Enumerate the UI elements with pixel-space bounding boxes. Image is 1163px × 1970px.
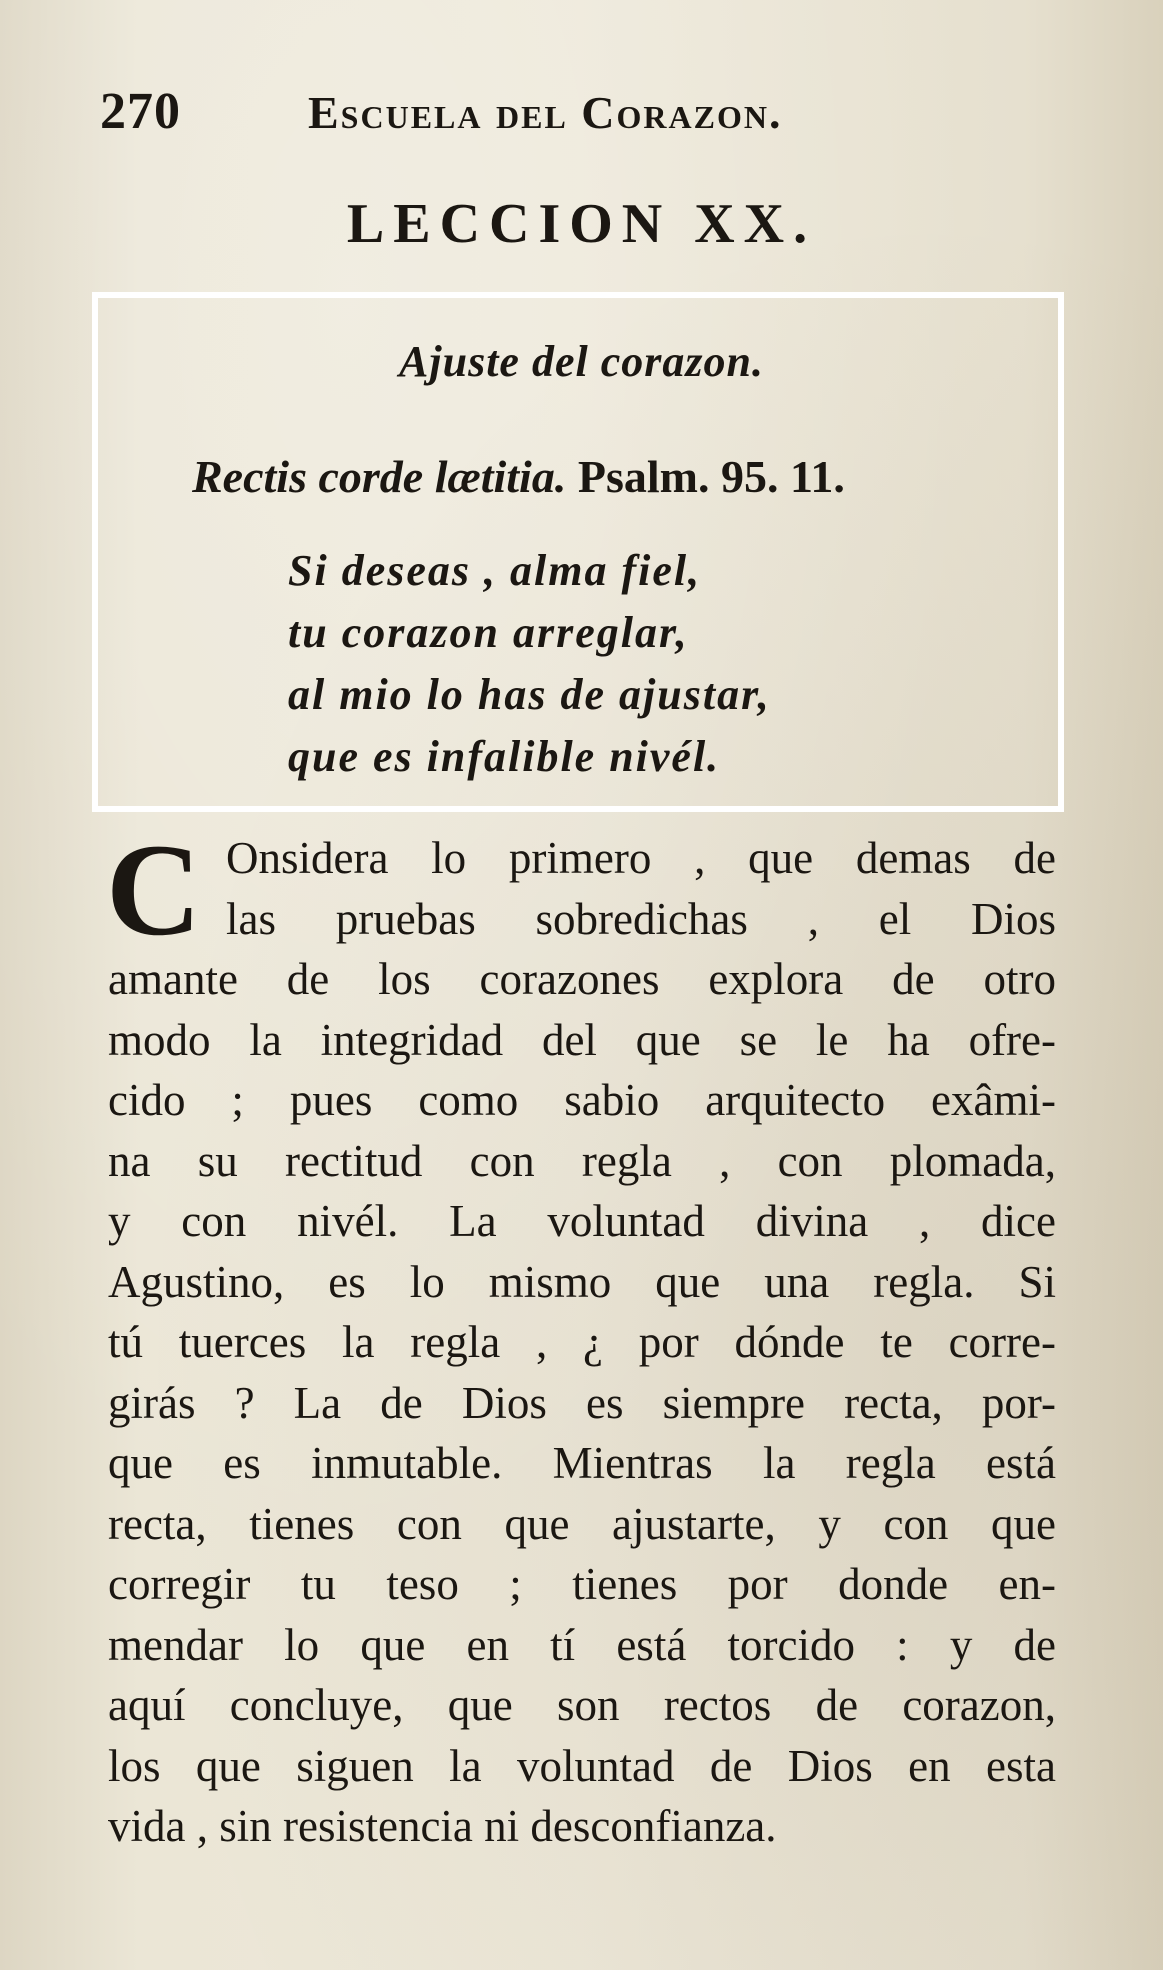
page-header	[100, 82, 1030, 152]
epigraph-reference: Psalm. 95. 11.	[577, 451, 845, 502]
verse-line: al mio lo has de ajustar,	[288, 670, 771, 719]
verse-line: que es infalible nivél.	[288, 732, 721, 781]
epigraph-latin: Rectis corde lætitia.	[192, 451, 567, 502]
verse-line: tu corazon arreglar,	[288, 608, 689, 657]
opening-lines	[106, 816, 1056, 963]
body-line: tú tuerces la regla , ¿ por dónde te corre-	[108, 1317, 1056, 1367]
body-line: modo la integridad del que se le ha ofre-	[108, 1014, 1056, 1065]
body-line: mendar lo que en tí está torcido : y de	[108, 1619, 1056, 1670]
body-line: Onsidera lo primero , que demas de	[226, 833, 1056, 883]
drop-cap: C	[106, 816, 202, 963]
body-line: cido ; pues como sabio arquitecto exâmi-	[108, 1075, 1056, 1125]
verse	[288, 540, 771, 788]
body-line: girás ? La de Dios es siempre recta, por-	[108, 1377, 1056, 1428]
body-line: aquí concluye, que son rectos de corazon,	[108, 1680, 1056, 1730]
running-head: Escuela del Corazon.	[308, 87, 783, 138]
epigraph	[192, 450, 845, 503]
body-line: recta, tienes con que ajustarte, y con que	[108, 1498, 1056, 1549]
page-number: 270	[100, 83, 181, 140]
body-line: vida , sin resistencia ni desconfianza.	[108, 1801, 777, 1851]
body-line: na su rectitud con regla , con plomada,	[108, 1135, 1056, 1186]
lesson-heading: LECCION XX.	[346, 193, 817, 255]
body-line: las pruebas sobredichas , el Dios	[226, 893, 1056, 944]
lesson-subtitle: Ajuste del corazon.	[399, 337, 764, 386]
body-text	[106, 816, 1056, 1857]
body-line: amante de los corazones explora de otro	[108, 954, 1056, 1004]
body-line: corregir tu teso ; tienes por donde en-	[108, 1559, 1056, 1609]
body-line: Agustino, es lo mismo que una regla. Si	[108, 1256, 1056, 1307]
verse-line: Si deseas , alma fiel,	[288, 546, 702, 595]
body-line: los que siguen la voluntad de Dios en esta	[108, 1740, 1056, 1791]
body-line: y con nivél. La voluntad divina , dice	[108, 1196, 1056, 1246]
body-line: que es inmutable. Mientras la regla está	[108, 1438, 1056, 1488]
